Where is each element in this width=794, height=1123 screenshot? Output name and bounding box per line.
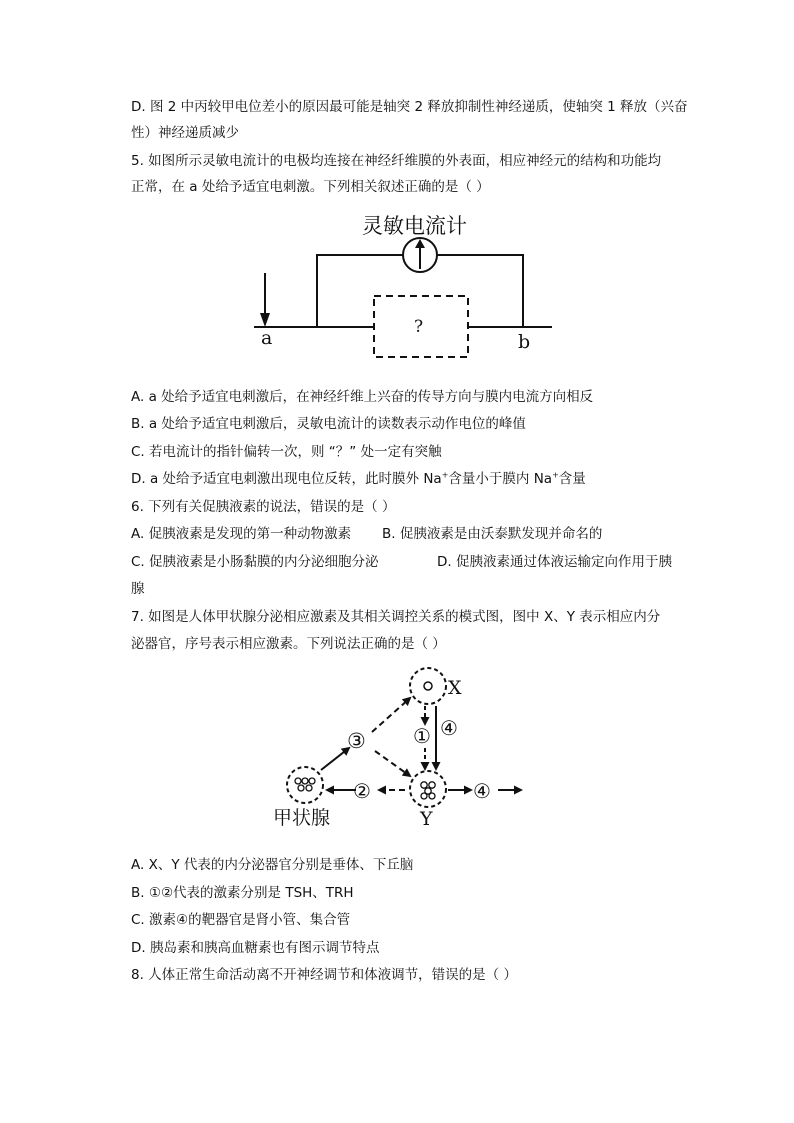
q7-stem-line1: 7. 如图是人体甲状腺分泌相应激素及其相关调控关系的模式图，图中 X、Y 表示相应内分 bbox=[131, 609, 661, 625]
sodium-superscript: + bbox=[441, 470, 449, 480]
unknown-mark: ? bbox=[414, 317, 424, 337]
sodium-superscript: + bbox=[552, 470, 559, 480]
point-a-label: a bbox=[261, 327, 273, 349]
q5-option-b: B. a 处给予适宜电刺激后，灵敏电流计的读数表示动作电位的峰值 bbox=[131, 416, 526, 432]
thyroid-regulation-figure bbox=[265, 660, 535, 835]
q5-option-a: A. a 处给予适宜电刺激后，在神经纤维上兴奋的传导方向与膜内电流方向相反 bbox=[131, 389, 594, 405]
q5-option-d-part2: 含量小于膜内 Na bbox=[448, 471, 553, 487]
cells-icon bbox=[421, 782, 435, 799]
organ-x bbox=[410, 668, 446, 704]
q4-option-d-line2: 性）神经递质减少 bbox=[131, 125, 239, 141]
galvanometer-label: 灵敏电流计 bbox=[362, 214, 467, 238]
q6-option-d-line1: D. 促胰液素通过体液运输定向作用于胰 bbox=[437, 554, 672, 570]
hormone-4-upper-label: ④ bbox=[440, 716, 458, 740]
q7-option-b: B. ①②代表的激素分别是 TSH、TRH bbox=[131, 885, 354, 901]
organ-x-label: X bbox=[448, 677, 462, 699]
q7-option-c: C. 激素④的靶器官是肾小管、集合管 bbox=[131, 912, 351, 928]
hormone-1-label: ① bbox=[413, 724, 431, 748]
q7-option-d: D. 胰岛素和胰高血糖素也有图示调节特点 bbox=[131, 940, 380, 956]
organ-y-label: Y bbox=[420, 808, 433, 830]
galvanometer-figure bbox=[250, 205, 560, 365]
hormone-2-label: ② bbox=[353, 779, 371, 803]
q8-stem: 8. 人体正常生命活动离不开神经调节和体液调节，错误的是（ ） bbox=[131, 967, 517, 983]
cell-icon bbox=[424, 682, 432, 690]
q5-stem-line1: 5. 如图所示灵敏电流计的电极均连接在神经纤维膜的外表面，相应神经元的结构和功能均 bbox=[131, 153, 662, 169]
q6-option-c: C. 促胰液素是小肠黏膜的内分泌细胞分泌 bbox=[131, 554, 379, 570]
q6-option-b: B. 促胰液素是由沃泰默发现并命名的 bbox=[382, 526, 603, 542]
hormone-3-label: ③ bbox=[347, 729, 366, 753]
q5-option-d bbox=[131, 469, 586, 489]
q6-stem: 6. 下列有关促胰液素的说法，错误的是（ ） bbox=[131, 499, 396, 515]
cells-icon bbox=[295, 778, 315, 791]
thyroid-gland bbox=[287, 767, 323, 803]
q4-option-d-line1: D. 图 2 中丙较甲电位差小的原因最可能是轴突 2 释放抑制性神经递质，使轴突 1 释放（兴奋 bbox=[131, 99, 688, 115]
q5-option-c: C. 若电流计的指针偏转一次，则 “？” 处一定有突触 bbox=[131, 444, 442, 460]
q7-option-a: A. X、Y 代表的内分泌器官分别是垂体、下丘脑 bbox=[131, 857, 414, 873]
q6-option-d-line2: 腺 bbox=[131, 581, 145, 597]
q5-stem-line2: 正常，在 a 处给予适宜电刺激。下列相关叙述正确的是（ ） bbox=[131, 179, 490, 195]
q7-stem-line2: 泌器官，序号表示相应激素。下列说法正确的是（ ） bbox=[131, 636, 446, 652]
organ-y bbox=[410, 771, 446, 807]
q5-option-d-part3: 含量 bbox=[558, 471, 586, 487]
q5-option-d-part1: D. a 处给予适宜电刺激出现电位反转，此时膜外 Na bbox=[131, 471, 442, 487]
hormone-4-right-label: ④ bbox=[473, 779, 491, 803]
thyroid-label: 甲状腺 bbox=[273, 807, 331, 829]
electrode-wire bbox=[317, 255, 403, 327]
q6-option-a: A. 促胰液素是发现的第一种动物激素 bbox=[131, 526, 352, 542]
point-b-label: b bbox=[518, 331, 531, 353]
electrode-wire bbox=[437, 255, 523, 327]
